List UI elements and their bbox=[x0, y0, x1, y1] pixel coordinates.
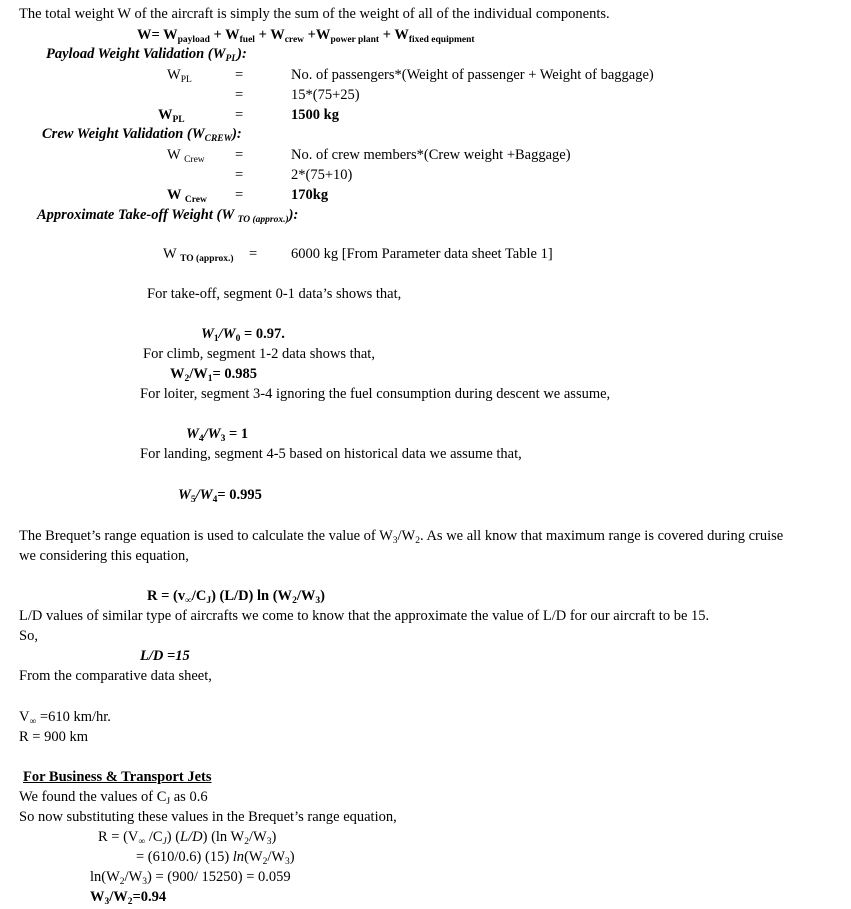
crew-value-1: No. of crew members*(Crew weight +Baggage) bbox=[291, 147, 571, 163]
breguet-paragraph-line-2: we considering this equation, bbox=[19, 548, 189, 564]
v-infinity-value: $V_\infty =610$ km/hr. bbox=[19, 709, 111, 727]
takeoff-label: W $_{TO (approx.)}$ bbox=[163, 246, 234, 264]
segment-w5-w4: $W_5/W_4= 0.995$ bbox=[178, 487, 262, 505]
payload-label-1: $W_{PL}$ bbox=[167, 67, 192, 85]
breguet-equation: $R = (v_\infty/C_J)$ (L/D) $\ln (W_2/W_3)$ bbox=[147, 588, 325, 606]
crew-value-2: 2*(75+10) bbox=[291, 167, 353, 183]
total-weight-equation: $W= W_{payload} + W_{fuel} + W_{crew} +W_{power plant} + W_{fixed equipment}$ bbox=[137, 27, 475, 45]
ld-value: L/D =15 bbox=[140, 648, 190, 664]
substituted-equation-2: = (610/0.6) (15) $\ln(W_2/W_3)$ bbox=[136, 849, 295, 867]
payload-eq-2: = bbox=[235, 87, 244, 103]
crew-label-1: W $_{Crew}$ bbox=[167, 147, 205, 165]
segment-w2-w1: $W_2/W_1= 0.985$ bbox=[170, 366, 258, 384]
substituted-equation-1: $R = (V_\infty$ $/C_J$) (L/D) (ln $W_2/W_3$) bbox=[98, 829, 277, 847]
segment-takeoff-text: For take-off, segment 0-1 data’s shows that, bbox=[147, 286, 402, 302]
takeoff-value: 6000 kg [From Parameter data sheet Table 1] bbox=[291, 246, 553, 262]
business-jets-heading: For Business & Transport Jets bbox=[23, 769, 212, 785]
payload-eq-1: = bbox=[235, 67, 244, 83]
takeoff-heading: Approximate Take-off Weight (W $_{TO (approx.)}$): bbox=[37, 207, 299, 225]
crew-eq-3: = bbox=[235, 187, 244, 203]
range-value: R = 900 km bbox=[19, 729, 89, 745]
breguet-paragraph-line-1: The Brequet’s range equation is used to calculate the value of $W_3/W_2$. As we all know that maximum range is covered during cruise bbox=[19, 528, 784, 546]
segment-climb-text: For climb, segment 1-2 data shows that, bbox=[143, 346, 375, 362]
segment-w4-w3: $W_4/W_3 = 1$ bbox=[186, 426, 249, 444]
segment-loiter-text: For loiter, segment 3-4 ignoring the fuel consumption during descent we assume, bbox=[140, 386, 611, 402]
payload-eq-3: = bbox=[235, 107, 244, 123]
ld-sentence: L/D values of similar type of aircrafts we come to know that the approximate the value of L/D for our aircraft to be 15. bbox=[19, 608, 710, 624]
crew-value-3: 170kg bbox=[291, 187, 329, 203]
payload-value-1: No. of passengers*(Weight of passenger + Weight of baggage) bbox=[291, 67, 654, 83]
so-text: So, bbox=[19, 628, 38, 644]
substitution-text: So now substituting these values in the Brequet’s range equation, bbox=[19, 809, 397, 825]
takeoff-eq: = bbox=[249, 246, 258, 262]
segment-landing-text: For landing, segment 4-5 based on historical data we assume that, bbox=[140, 446, 522, 462]
payload-heading: Payload Weight Validation $(W_{PL})$: bbox=[46, 46, 247, 64]
result-w3-w2: $W_3/W_2=0.94$ bbox=[90, 889, 167, 907]
payload-value-3: 1500 kg bbox=[291, 107, 339, 123]
payload-label-3: $W_{PL}$ bbox=[158, 107, 185, 125]
crew-label-3: W $_{Crew}$ bbox=[167, 187, 207, 205]
crew-eq-1: = bbox=[235, 147, 244, 163]
cj-value-text: We found the values of $C_J$ as 0.6 bbox=[19, 789, 208, 807]
segment-w1-w0: $W_1/W_0 = 0.97$. bbox=[201, 326, 285, 344]
comparative-text: From the comparative data sheet, bbox=[19, 668, 212, 684]
crew-heading: Crew Weight Validation $(W_{CREW})$: bbox=[42, 126, 242, 144]
intro-sentence: The total weight W of the aircraft is simply the sum of the weight of all of the individual components. bbox=[19, 6, 610, 22]
payload-value-2: 15*(75+25) bbox=[291, 87, 360, 103]
substituted-equation-3: $\ln(W_2/W_3) = (900/$ 15250) = 0.059 bbox=[90, 869, 291, 887]
crew-eq-2: = bbox=[235, 167, 244, 183]
